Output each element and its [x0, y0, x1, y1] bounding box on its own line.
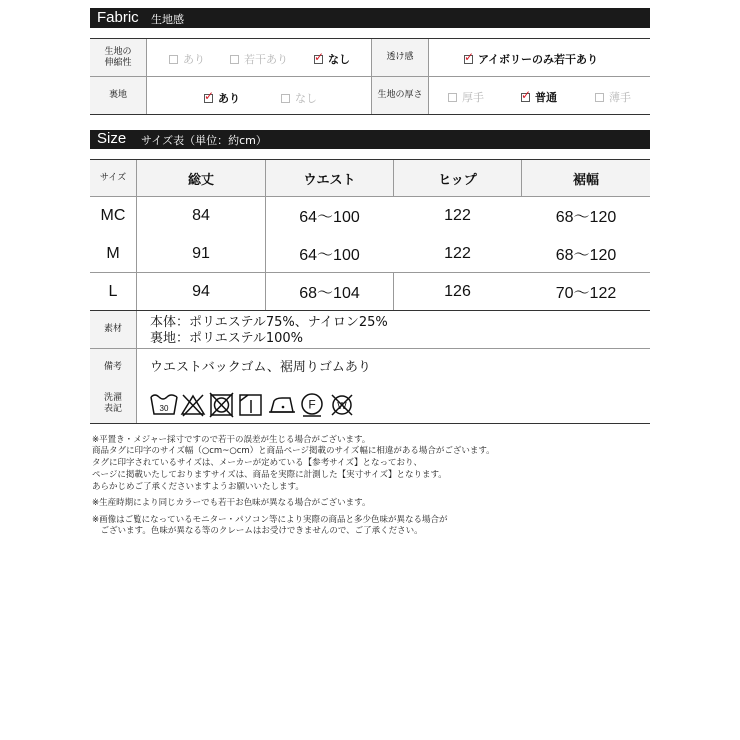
- note-line: ※平置き・メジャー採寸ですので若干の誤差が生じる場合がございます。: [92, 435, 371, 445]
- m-hip: 122: [444, 244, 471, 262]
- svg-text:F: F: [308, 397, 316, 412]
- remarks-label: 備考: [90, 349, 136, 385]
- no-wet-clean-icon: [329, 392, 355, 418]
- mc-hip: 122: [444, 206, 471, 224]
- note-line: あらかじめご了承くださいますようお願いいたします。: [92, 482, 304, 492]
- thickness-option-normal[interactable]: ✓ 普通: [521, 87, 557, 104]
- checkbox-checked-icon: ✓: [464, 49, 475, 64]
- size-col-header: サイズ: [90, 160, 136, 196]
- checkbox-icon: [448, 93, 457, 102]
- size-row-mc: MC: [100, 206, 126, 224]
- fabric-label-thickness: 生地の厚さ: [372, 77, 428, 114]
- size-section-header: [90, 130, 650, 149]
- thickness-option-thin[interactable]: 薄手: [595, 89, 631, 105]
- checkbox-icon: [595, 93, 604, 102]
- checkbox-icon: [281, 94, 290, 103]
- checkbox-icon: [169, 55, 178, 64]
- svg-text:W: W: [337, 401, 347, 412]
- size-row-m: M: [106, 244, 120, 262]
- fabric-header-en: Fabric: [97, 9, 139, 26]
- no-tumble-dry-icon: [209, 392, 235, 418]
- fabric-label-lining: 裏地: [90, 77, 146, 114]
- svg-text:30: 30: [159, 404, 169, 413]
- stretch-option-none[interactable]: ✓ なし: [314, 49, 350, 66]
- fabric-section-header: [90, 8, 650, 28]
- remarks-text: ウエストバックゴム、裾周りゴムあり: [150, 360, 371, 375]
- m-waist: 64～100: [299, 247, 360, 264]
- m-hem-width: 68～120: [555, 247, 617, 264]
- m-length: 91: [192, 244, 210, 262]
- stretch-option-slight[interactable]: 若干あり: [230, 51, 288, 67]
- fabric-label-sheerness: 透け感: [372, 39, 428, 76]
- mc-length: 84: [192, 206, 210, 224]
- checkbox-checked-icon: ✓: [204, 88, 215, 103]
- lining-option-yes[interactable]: ✓ あり: [204, 88, 240, 105]
- no-bleach-icon: [180, 392, 206, 418]
- thickness-option-thick[interactable]: 厚手: [448, 89, 484, 105]
- line-dry-shade-icon: [238, 392, 264, 418]
- care-label: 洗濯 表記: [90, 385, 136, 423]
- checkbox-checked-icon: ✓: [314, 49, 325, 64]
- fabric-label-stretch: 生地の 伸縮性: [90, 39, 146, 76]
- hip-col-header: ヒップ: [394, 160, 521, 196]
- waist-col-header: ウエスト: [266, 160, 393, 196]
- note-line: ※画像はご覧になっているモニター・パソコン等により実際の商品と多少色味が異なる場合が: [92, 515, 448, 525]
- checkbox-icon: [230, 55, 239, 64]
- lining-option-no[interactable]: なし: [281, 90, 317, 106]
- checkbox-checked-icon: ✓: [521, 87, 532, 102]
- iron-low-icon: [268, 392, 296, 418]
- material-label: 素材: [90, 311, 136, 348]
- note-line: ※生産時期により同じカラーでも若干お色味が異なる場合がございます。: [92, 498, 371, 508]
- size-row-l: L: [108, 282, 118, 300]
- note-line: ございます。色味が異なる等のクレームはお受けできませんので、ご了承ください。: [92, 526, 423, 536]
- material-body: 本体：ポリエステル75%、ナイロン25%: [150, 315, 388, 330]
- note-line: タグに印字されているサイズは、メーカーが定めている【参考サイズ】となっており、: [92, 458, 422, 468]
- dry-clean-f-icon: [299, 392, 325, 418]
- note-line: ページに掲載いたしておりますサイズは、商品を実際に計測した【実寸サイズ】となります。: [92, 470, 447, 480]
- hem-width-col-header: 裾幅: [522, 160, 650, 196]
- size-header-en: Size: [97, 130, 127, 147]
- note-line: 商品タグに印字のサイズ幅（○cm~○cm）と商品ページ掲載のサイズ幅に相違がある場合がございます。: [92, 446, 495, 456]
- mc-waist: 64～100: [299, 209, 360, 226]
- mc-hem-width: 68～120: [555, 209, 617, 226]
- l-hem-width: 70～122: [555, 285, 617, 302]
- l-hip: 126: [444, 282, 471, 300]
- length-col-header: 総丈: [137, 160, 265, 196]
- stretch-option-yes[interactable]: あり: [169, 51, 205, 67]
- wash-30-icon: [150, 392, 178, 418]
- fabric-header-jp: 生地感: [151, 13, 184, 26]
- material-lining: 裏地：ポリエステル100%: [150, 331, 303, 346]
- sheerness-option-ivory[interactable]: ✓ アイボリーのみ若干あり: [464, 49, 599, 66]
- size-header-jp: サイズ表（単位：約cm）: [141, 134, 267, 147]
- l-waist: 68～104: [299, 285, 360, 302]
- l-length: 94: [192, 282, 210, 300]
